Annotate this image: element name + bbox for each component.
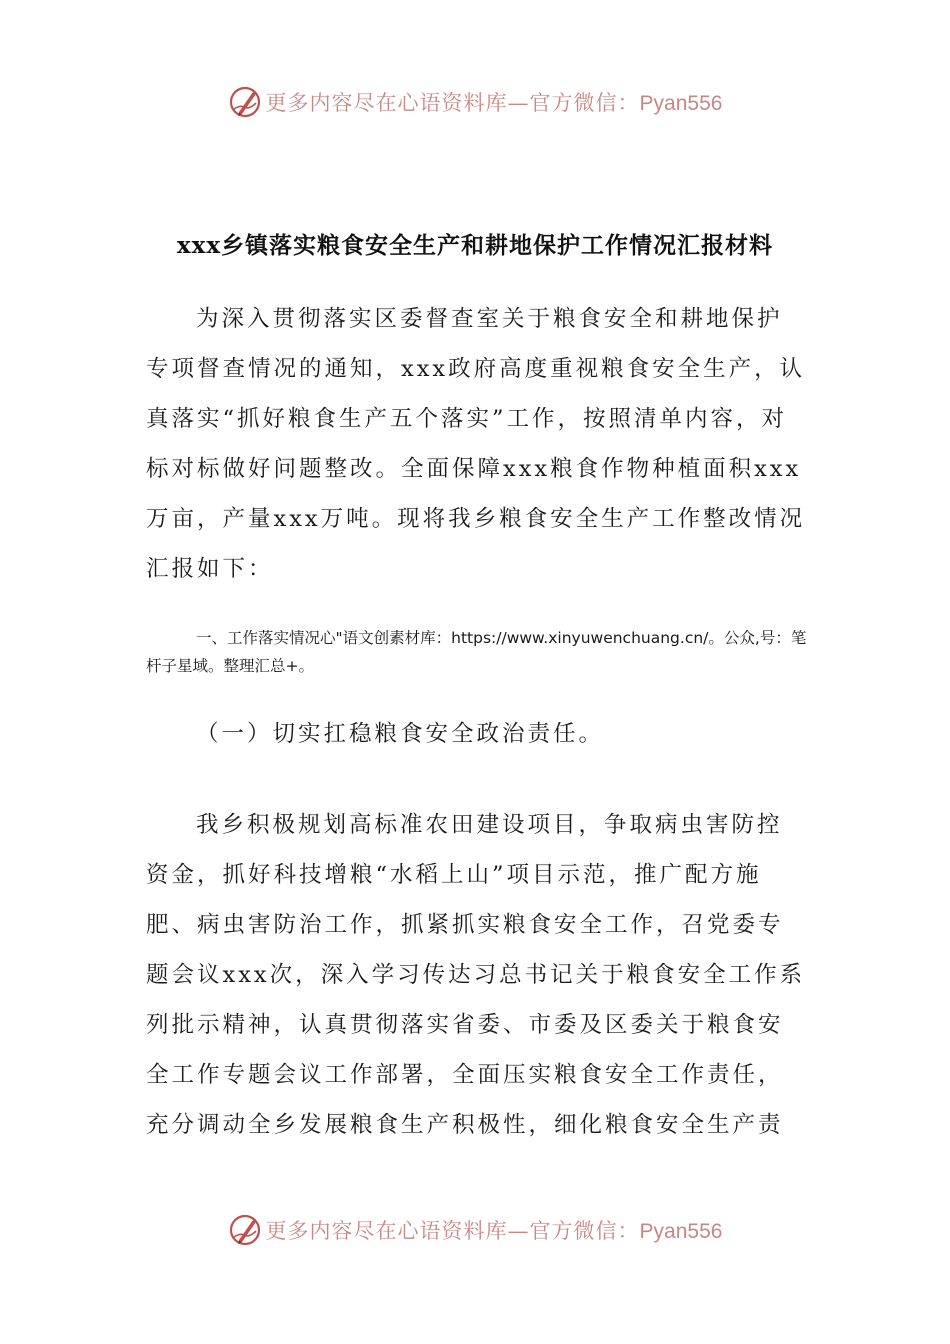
pen-circle-logo-icon (228, 1213, 262, 1247)
watermark-text: 更多内容尽在心语资料库—官方微信：Pyan556 (265, 1219, 723, 1243)
footer-watermark-banner (0, 1208, 950, 1252)
watermark-handle: Pyan556 (639, 1220, 723, 1243)
document-title: xxx乡镇落实粮食安全生产和耕地保护工作情况汇报材料 (176, 232, 774, 260)
body-paragraph: 我乡积极规划高标准农田建设项目，争取病虫害防控资金，抓好科技增粮“水稻上山”项目示范，推广配方施肥、病虫害防治工作，抓紧抓实粮食安全工作，召党委专题会议xxx次，深入学习传达习总书记关于粮食安全工作系列批示精神，认真贯彻落实省委、市委及区委关于粮食安全工作专题会议工作部署，全面压实粮食安全工作责任，充分调动全乡发展粮食生产积极性，细化粮食安全生产责 (146, 812, 806, 1138)
pen-circle-logo-icon (228, 85, 262, 119)
header-watermark-banner (0, 80, 950, 124)
subsection-heading: （一）切实扛稳粮食安全政治责任。 (196, 721, 605, 747)
section-note: 一、工作落实情况心"语文创素材库：https://www.xinyuwenchuang.cn/。公众,号：笔杆子星域。整理汇总+。 (146, 629, 807, 675)
watermark-handle: Pyan556 (639, 92, 723, 115)
intro-paragraph: 为深入贯彻落实区委督查室关于粮食安全和耕地保护专项督查情况的通知，xxx政府高度重视粮食安全生产，认真落实“抓好粮食生产五个落实”工作，按照清单内容，对标对标做好问题整改。全面保障xxx粮食作物种植面积xxx万亩，产量xxx万吨。现将我乡粮食安全生产工作整改情况汇报如下： (146, 306, 806, 582)
watermark-text: 更多内容尽在心语资料库—官方微信：Pyan556 (265, 91, 723, 115)
